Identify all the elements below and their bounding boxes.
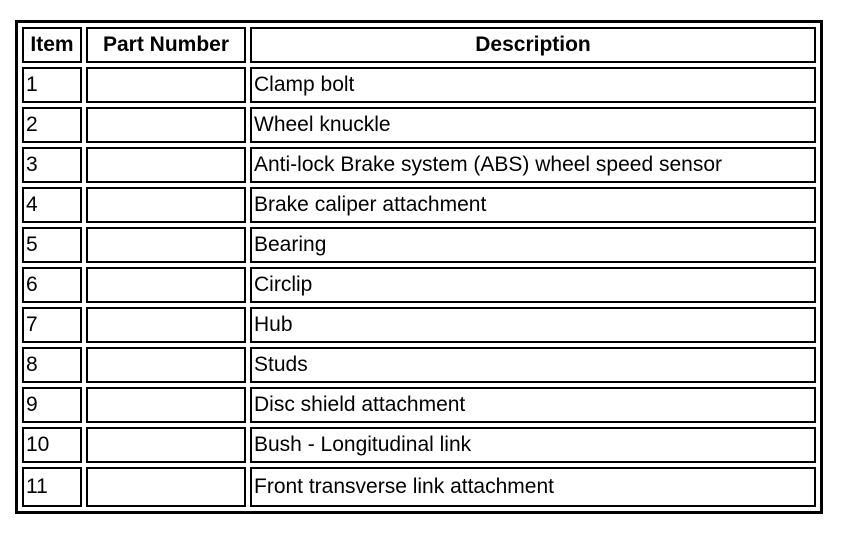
table-row <box>22 107 816 143</box>
cell-description: Bearing <box>250 227 816 263</box>
cell-item: 1 <box>22 67 82 103</box>
header-part-number: Part Number <box>86 27 246 63</box>
cell-description: Clamp bolt <box>250 67 816 103</box>
cell-item: 4 <box>22 187 82 223</box>
cell-item: 3 <box>22 147 82 183</box>
table-row <box>22 387 816 423</box>
header-description: Description <box>250 27 816 63</box>
parts-table-frame <box>15 20 823 514</box>
cell-part-number <box>86 307 246 343</box>
cell-part-number <box>86 467 246 507</box>
table-row <box>22 307 816 343</box>
cell-item: 10 <box>22 427 82 463</box>
cell-description: Circlip <box>250 267 816 303</box>
cell-description: Brake caliper attachment <box>250 187 816 223</box>
cell-description: Studs <box>250 347 816 383</box>
cell-description: Hub <box>250 307 816 343</box>
header-item: Item <box>22 27 82 63</box>
parts-table <box>18 23 820 511</box>
cell-part-number <box>86 67 246 103</box>
table-row <box>22 427 816 463</box>
table-row <box>22 67 816 103</box>
table-row <box>22 467 816 507</box>
cell-description: Disc shield attachment <box>250 387 816 423</box>
cell-part-number <box>86 427 246 463</box>
table-row <box>22 227 816 263</box>
cell-part-number <box>86 147 246 183</box>
cell-item: 9 <box>22 387 82 423</box>
cell-item: 2 <box>22 107 82 143</box>
cell-item: 6 <box>22 267 82 303</box>
table-row <box>22 347 816 383</box>
cell-description: Wheel knuckle <box>250 107 816 143</box>
cell-item: 7 <box>22 307 82 343</box>
cell-item: 8 <box>22 347 82 383</box>
cell-part-number <box>86 387 246 423</box>
cell-part-number <box>86 187 246 223</box>
cell-description: Anti-lock Brake system (ABS) wheel speed sensor <box>250 147 816 183</box>
cell-part-number <box>86 267 246 303</box>
table-row <box>22 187 816 223</box>
cell-part-number <box>86 347 246 383</box>
table-header-row <box>22 27 816 63</box>
cell-part-number <box>86 227 246 263</box>
cell-part-number <box>86 107 246 143</box>
cell-item: 5 <box>22 227 82 263</box>
table-row <box>22 267 816 303</box>
table-row <box>22 147 816 183</box>
cell-description: Bush - Longitudinal link <box>250 427 816 463</box>
cell-item: 11 <box>22 467 82 507</box>
cell-description: Front transverse link attachment <box>250 467 816 507</box>
